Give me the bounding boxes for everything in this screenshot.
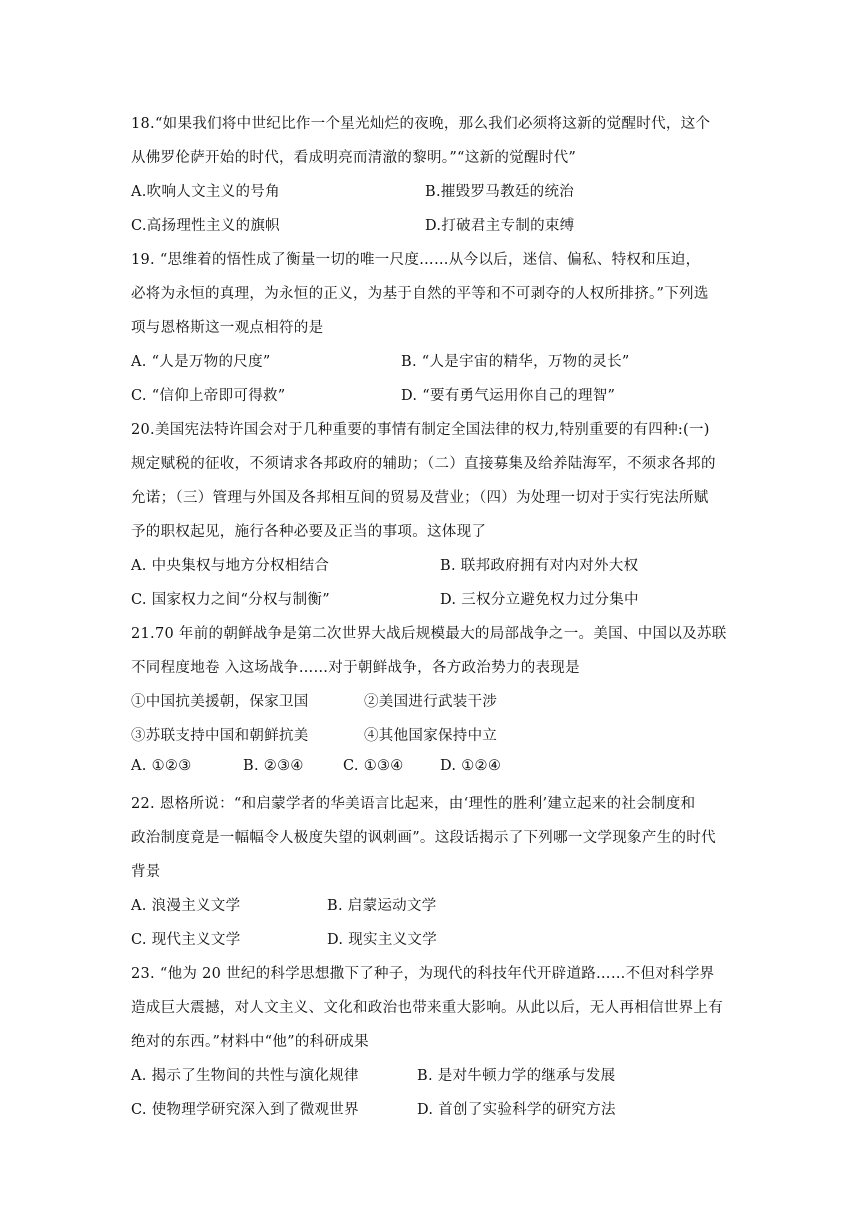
q18-stem-line-1: 18.“如果我们将中世纪比作一个星光灿烂的夜晚，那么我们必须将这新的觉醒时代，这个 — [131, 116, 711, 132]
q19-option-d: D. “要有勇气运用你自己的理智” — [401, 388, 616, 404]
q23-stem-line-1: 23. “他为 20 世纪的科学思想撒下了种子，为现代的科技年代开辟道路……不但对科学界 — [131, 966, 715, 982]
q23-stem-line-2: 造成巨大震撼，对人文主义、文化和政治也带来重大影响。从此以后，无人再相信世界上有 — [131, 1000, 723, 1016]
q18-option-b: B.摧毁罗马教廷的统治 — [425, 184, 575, 200]
q20-option-b: B. 联邦政府拥有对内对外大权 — [440, 558, 639, 574]
q19-option-a: A. “人是万物的尺度” — [131, 354, 271, 370]
q21-option-c: C. ①③④ — [343, 758, 404, 774]
q21-stem-line-2: 不同程度地卷 入这场战争……对于朝鲜战争，各方政治势力的表现是 — [131, 660, 580, 676]
q20-stem-line-3: 允诺；（三）管理与外国及各邦相互间的贸易及营业；（四）为处理一切对于实行宪法所赋 — [131, 490, 709, 506]
q23-option-c: C. 使物理学研究深入到了微观世界 — [131, 1102, 359, 1118]
q21-option-a: A. ①②③ — [131, 758, 192, 774]
q20-option-d: D. 三权分立避免权力过分集中 — [440, 592, 639, 608]
q20-stem-line-2: 规定赋税的征收，不须请求各邦政府的辅助；（二）直接募集及给养陆海军，不须求各邦的 — [131, 456, 716, 472]
q21-option-d: D. ①②④ — [440, 758, 502, 774]
q18-option-c: C.高扬理性主义的旗帜 — [131, 218, 280, 234]
q22-stem-line-3: 背景 — [131, 864, 161, 880]
q18-option-a: A.吹响人文主义的号角 — [131, 184, 280, 200]
q21-stem-line-1: 21.70 年前的朝鲜战争是第二次世界大战后规模最大的局部战争之一。美国、中国以及苏联 — [131, 626, 727, 642]
q18-option-d: D.打破君主专制的束缚 — [425, 218, 575, 234]
q19-stem-line-3: 项与恩格斯这一观点相符的是 — [131, 320, 324, 336]
q18-stem-line-2: 从佛罗伦萨开始的时代，看成明亮而清澈的黎明。”“这新的觉醒时代” — [131, 150, 577, 166]
q23-option-d: D. 首创了实验科学的研究方法 — [417, 1102, 616, 1118]
q22-option-b: B. 启蒙运动文学 — [327, 898, 437, 914]
q19-option-b: B. “人是宇宙的精华，万物的灵长” — [401, 354, 630, 370]
q21-option-b: B. ②③④ — [243, 758, 304, 774]
q21-statement-4: ④其他国家保持中立 — [364, 728, 498, 744]
q22-option-d: D. 现实主义文学 — [327, 932, 438, 948]
q23-stem-line-3: 绝对的东西。”材料中“他”的科研成果 — [131, 1034, 369, 1050]
q22-stem-line-1: 22. 恩格所说：“和启蒙学者的华美语言比起来，由‘理性的胜利’建立起来的社会制度和 — [131, 796, 696, 812]
q20-option-c: C. 国家权力之间“分权与制衡” — [131, 592, 330, 608]
q22-option-c: C. 现代主义文学 — [131, 932, 241, 948]
q21-statement-2: ②美国进行武装干涉 — [364, 694, 498, 710]
q22-stem-line-2: 政治制度竟是一幅幅令人极度失望的讽刺画”。这段话揭示了下列哪一文学现象产生的时代 — [131, 830, 716, 846]
q19-stem-line-2: 必将为永恒的真理，为永恒的正义，为基于自然的平等和不可剥夺的人权所排挤。”下列选 — [131, 286, 709, 302]
q19-stem-line-1: 19. “思维着的悟性成了衡量一切的唯一尺度……从今以后，迷信、偏私、特权和压迫， — [131, 252, 701, 268]
q21-statement-3: ③苏联支持中国和朝鲜抗美 — [131, 728, 309, 744]
q22-option-a: A. 浪漫主义文学 — [131, 898, 241, 914]
q23-option-b: B. 是对牛顿力学的继承与发展 — [417, 1068, 616, 1084]
q20-stem-line-4: 予的职权起见，施行各种必要及正当的事项。这体现了 — [131, 524, 487, 540]
q19-option-c: C. “信仰上帝即可得救” — [131, 388, 286, 404]
q20-stem-line-1: 20.美国宪法特许国会对于几种重要的事情有制定全国法律的权力,特别重要的有四种:(一) — [131, 422, 710, 438]
q20-option-a: A. 中央集权与地方分权相结合 — [131, 558, 330, 574]
q21-statement-1: ①中国抗美援朝，保家卫国 — [131, 694, 309, 710]
q23-option-a: A. 揭示了生物间的共性与演化规律 — [131, 1068, 359, 1084]
